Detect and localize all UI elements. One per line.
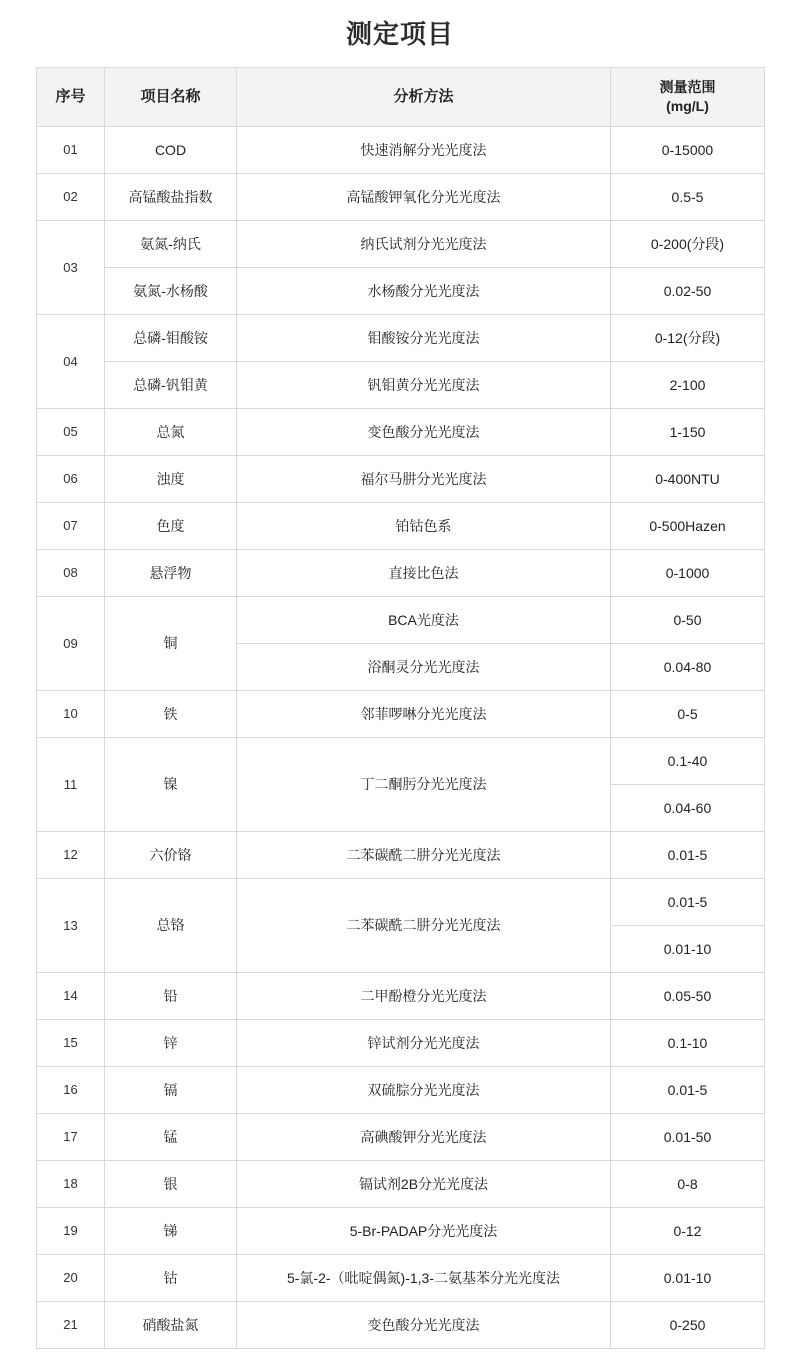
cell-analysis-method: 变色酸分光光度法 bbox=[237, 1302, 611, 1349]
cell-measurement-range: 0-5 bbox=[611, 691, 765, 738]
cell-analysis-method: 变色酸分光光度法 bbox=[237, 409, 611, 456]
table-row bbox=[37, 550, 765, 597]
cell-analysis-method: 水杨酸分光光度法 bbox=[237, 268, 611, 315]
cell-serial-number: 03 bbox=[37, 221, 105, 315]
cell-measurement-range: 0-15000 bbox=[611, 127, 765, 174]
cell-item-name: 氨氮-纳氏 bbox=[105, 221, 237, 268]
cell-serial-number: 02 bbox=[37, 174, 105, 221]
cell-measurement-range: 0-400NTU bbox=[611, 456, 765, 503]
cell-analysis-method: 二苯碳酰二肼分光光度法 bbox=[237, 879, 611, 973]
cell-measurement-range: 0.02-50 bbox=[611, 268, 765, 315]
table-row bbox=[37, 1208, 765, 1255]
table-row bbox=[37, 503, 765, 550]
table-row bbox=[37, 1161, 765, 1208]
cell-serial-number: 04 bbox=[37, 315, 105, 409]
cell-item-name: 银 bbox=[105, 1161, 237, 1208]
cell-analysis-method: 钼酸铵分光光度法 bbox=[237, 315, 611, 362]
cell-serial-number: 16 bbox=[37, 1067, 105, 1114]
cell-serial-number: 20 bbox=[37, 1255, 105, 1302]
table-row bbox=[37, 1255, 765, 1302]
table-row bbox=[37, 973, 765, 1020]
column-header-range bbox=[611, 68, 765, 127]
cell-analysis-method: 邻菲啰啉分光光度法 bbox=[237, 691, 611, 738]
column-header-method: 分析方法 bbox=[237, 68, 611, 127]
cell-measurement-range: 0.01-10 bbox=[611, 1255, 765, 1302]
cell-analysis-method: 镉试剂2B分光光度法 bbox=[237, 1161, 611, 1208]
cell-analysis-method: 直接比色法 bbox=[237, 550, 611, 597]
cell-serial-number: 21 bbox=[37, 1302, 105, 1349]
cell-item-name: 高锰酸盐指数 bbox=[105, 174, 237, 221]
cell-analysis-method: 浴酮灵分光光度法 bbox=[237, 644, 611, 691]
cell-analysis-method: 铂钴色系 bbox=[237, 503, 611, 550]
cell-measurement-range: 0-200(分段) bbox=[611, 221, 765, 268]
cell-measurement-range: 0.05-50 bbox=[611, 973, 765, 1020]
cell-measurement-range: 0-1000 bbox=[611, 550, 765, 597]
cell-analysis-method: 5-Br-PADAP分光光度法 bbox=[237, 1208, 611, 1255]
cell-serial-number: 14 bbox=[37, 973, 105, 1020]
cell-analysis-method: 5-氯-2-（吡啶偶氮)-1,3-二氨基苯分光光度法 bbox=[237, 1255, 611, 1302]
cell-serial-number: 08 bbox=[37, 550, 105, 597]
measurement-items-table bbox=[36, 67, 765, 1349]
table-row bbox=[37, 832, 765, 879]
cell-measurement-range: 2-100 bbox=[611, 362, 765, 409]
table-row bbox=[37, 315, 765, 362]
cell-measurement-range: 1-150 bbox=[611, 409, 765, 456]
cell-measurement-range: 0.01-10 bbox=[611, 926, 765, 973]
cell-analysis-method: BCA光度法 bbox=[237, 597, 611, 644]
cell-item-name: 钴 bbox=[105, 1255, 237, 1302]
cell-serial-number: 06 bbox=[37, 456, 105, 503]
cell-serial-number: 01 bbox=[37, 127, 105, 174]
cell-serial-number: 10 bbox=[37, 691, 105, 738]
table-header-row bbox=[37, 68, 765, 127]
cell-item-name: 镉 bbox=[105, 1067, 237, 1114]
cell-measurement-range: 0.04-80 bbox=[611, 644, 765, 691]
cell-measurement-range: 0-250 bbox=[611, 1302, 765, 1349]
cell-serial-number: 07 bbox=[37, 503, 105, 550]
cell-measurement-range: 0-8 bbox=[611, 1161, 765, 1208]
column-header-range-line2: (mg/L) bbox=[666, 98, 709, 114]
cell-measurement-range: 0-12(分段) bbox=[611, 315, 765, 362]
cell-item-name: 氨氮-水杨酸 bbox=[105, 268, 237, 315]
cell-measurement-range: 0-50 bbox=[611, 597, 765, 644]
measurement-table-wrapper bbox=[0, 67, 800, 1369]
cell-analysis-method: 锌试剂分光光度法 bbox=[237, 1020, 611, 1067]
cell-analysis-method: 钒钼黄分光光度法 bbox=[237, 362, 611, 409]
cell-measurement-range: 0-12 bbox=[611, 1208, 765, 1255]
table-body bbox=[37, 127, 765, 1349]
table-row bbox=[37, 879, 765, 926]
table-row bbox=[37, 1020, 765, 1067]
cell-item-name: 硝酸盐氮 bbox=[105, 1302, 237, 1349]
cell-item-name: 总磷-钒钼黄 bbox=[105, 362, 237, 409]
column-header-no: 序号 bbox=[37, 68, 105, 127]
table-row bbox=[37, 738, 765, 785]
cell-item-name: 浊度 bbox=[105, 456, 237, 503]
cell-analysis-method: 快速消解分光光度法 bbox=[237, 127, 611, 174]
cell-item-name: 锰 bbox=[105, 1114, 237, 1161]
table-row bbox=[37, 221, 765, 268]
cell-item-name: 锑 bbox=[105, 1208, 237, 1255]
cell-analysis-method: 二甲酚橙分光光度法 bbox=[237, 973, 611, 1020]
table-row bbox=[37, 362, 765, 409]
cell-analysis-method: 丁二酮肟分光光度法 bbox=[237, 738, 611, 832]
table-row bbox=[37, 691, 765, 738]
cell-analysis-method: 双硫腙分光光度法 bbox=[237, 1067, 611, 1114]
cell-serial-number: 13 bbox=[37, 879, 105, 973]
cell-item-name: 锌 bbox=[105, 1020, 237, 1067]
column-header-range-line1: 测量范围 bbox=[659, 79, 716, 96]
cell-analysis-method: 高碘酸钾分光光度法 bbox=[237, 1114, 611, 1161]
cell-item-name: 总磷-钼酸铵 bbox=[105, 315, 237, 362]
cell-item-name: 总铬 bbox=[105, 879, 237, 973]
cell-measurement-range: 0.1-10 bbox=[611, 1020, 765, 1067]
cell-measurement-range: 0.01-5 bbox=[611, 1067, 765, 1114]
cell-serial-number: 11 bbox=[37, 738, 105, 832]
cell-item-name: 铅 bbox=[105, 973, 237, 1020]
cell-serial-number: 18 bbox=[37, 1161, 105, 1208]
cell-item-name: 镍 bbox=[105, 738, 237, 832]
cell-item-name: 铁 bbox=[105, 691, 237, 738]
cell-analysis-method: 纳氏试剂分光光度法 bbox=[237, 221, 611, 268]
table-row bbox=[37, 409, 765, 456]
table-row bbox=[37, 268, 765, 315]
cell-measurement-range: 0.1-40 bbox=[611, 738, 765, 785]
cell-item-name: 总氮 bbox=[105, 409, 237, 456]
table-row bbox=[37, 456, 765, 503]
cell-measurement-range: 0.5-5 bbox=[611, 174, 765, 221]
cell-measurement-range: 0.04-60 bbox=[611, 785, 765, 832]
cell-analysis-method: 福尔马肼分光光度法 bbox=[237, 456, 611, 503]
cell-item-name: 悬浮物 bbox=[105, 550, 237, 597]
cell-serial-number: 19 bbox=[37, 1208, 105, 1255]
column-header-name: 项目名称 bbox=[105, 68, 237, 127]
table-row bbox=[37, 127, 765, 174]
cell-serial-number: 09 bbox=[37, 597, 105, 691]
table-row bbox=[37, 1067, 765, 1114]
cell-analysis-method: 高锰酸钾氧化分光光度法 bbox=[237, 174, 611, 221]
cell-measurement-range: 0.01-5 bbox=[611, 832, 765, 879]
cell-serial-number: 12 bbox=[37, 832, 105, 879]
table-header bbox=[37, 68, 765, 127]
table-row bbox=[37, 1114, 765, 1161]
page-title: 测定项目 bbox=[345, 19, 454, 49]
table-row bbox=[37, 174, 765, 221]
cell-measurement-range: 0.01-50 bbox=[611, 1114, 765, 1161]
cell-item-name: 六价铬 bbox=[105, 832, 237, 879]
table-row bbox=[37, 597, 765, 644]
cell-measurement-range: 0-500Hazen bbox=[611, 503, 765, 550]
cell-serial-number: 17 bbox=[37, 1114, 105, 1161]
cell-item-name: 色度 bbox=[105, 503, 237, 550]
cell-item-name: 铜 bbox=[105, 597, 237, 691]
cell-serial-number: 05 bbox=[37, 409, 105, 456]
cell-serial-number: 15 bbox=[37, 1020, 105, 1067]
cell-analysis-method: 二苯碳酰二肼分光光度法 bbox=[237, 832, 611, 879]
cell-measurement-range: 0.01-5 bbox=[611, 879, 765, 926]
cell-item-name: COD bbox=[105, 127, 237, 174]
table-row bbox=[37, 1302, 765, 1349]
